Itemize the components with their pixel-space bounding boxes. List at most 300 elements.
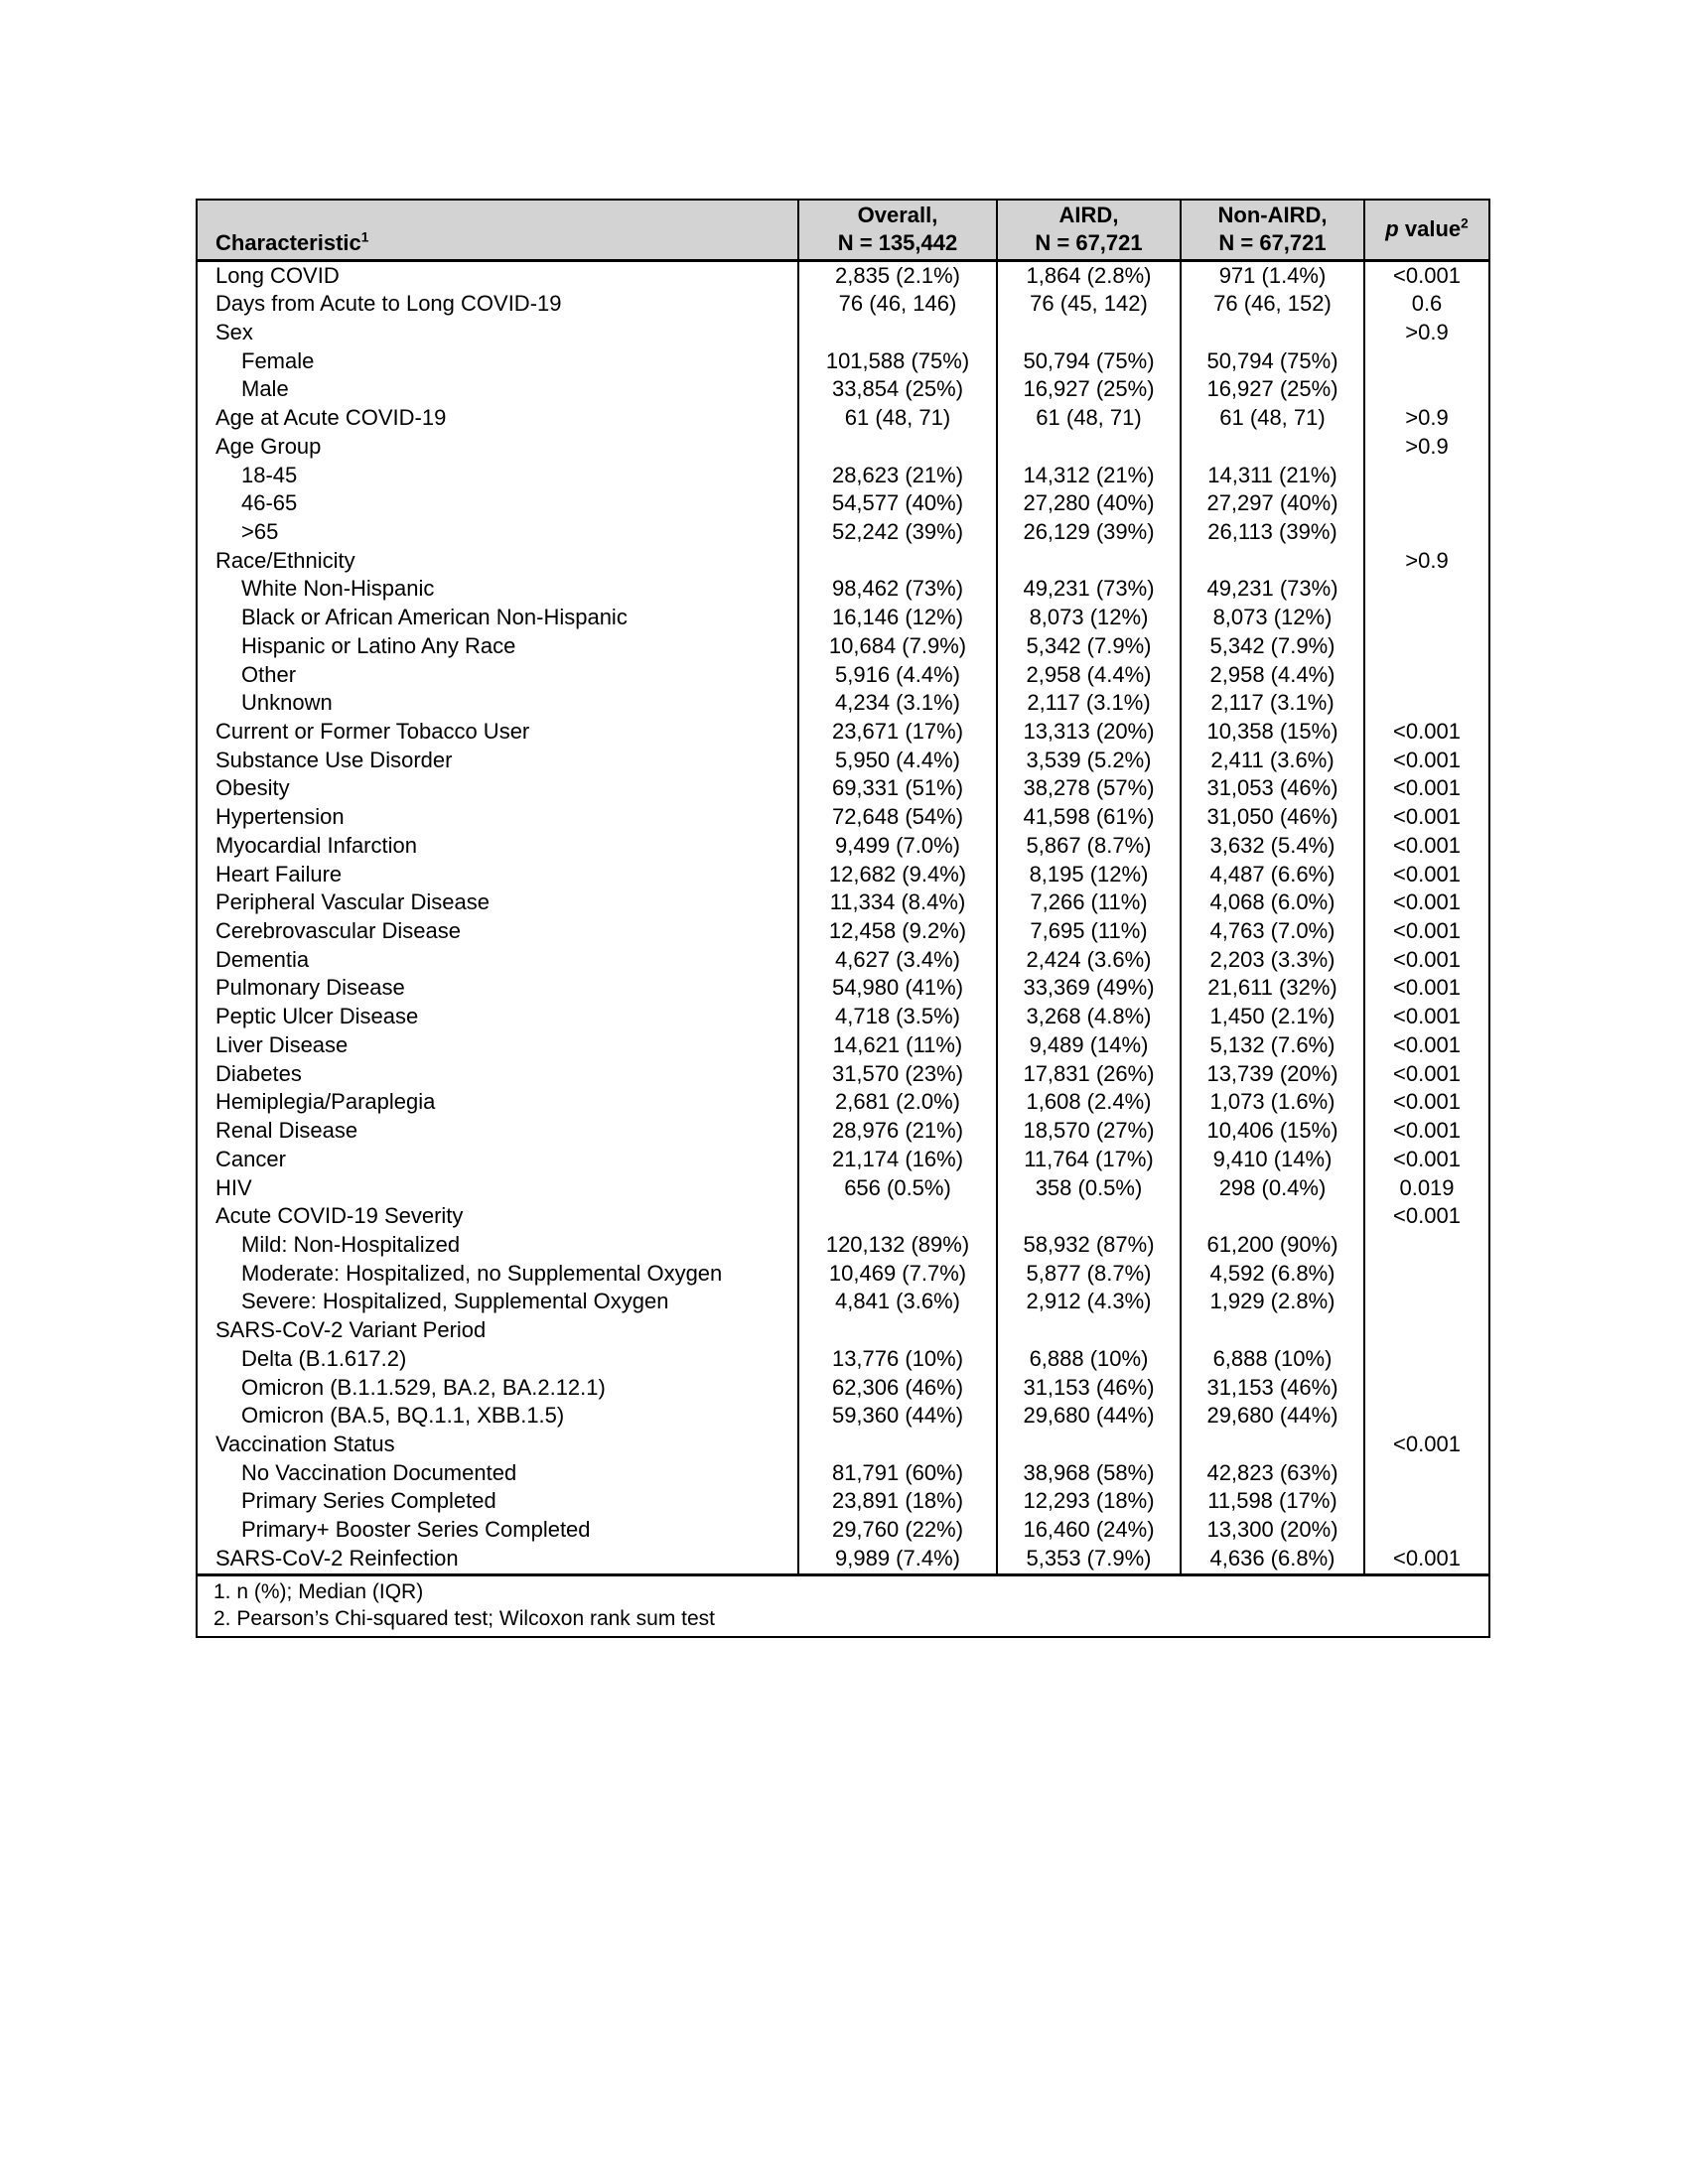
characteristic-cell: Peripheral Vascular Disease [215, 889, 490, 915]
aird-cell: 2,424 (3.6%) [997, 946, 1181, 975]
p-value-cell: >0.9 [1364, 319, 1489, 347]
characteristic-cell: Cancer [215, 1146, 286, 1171]
overall-cell: 52,242 (39%) [798, 518, 997, 547]
characteristic-cell: Cerebrovascular Disease [215, 918, 461, 944]
p-value-cell: <0.001 [1364, 803, 1489, 832]
characteristic-cell: Hispanic or Latino Any Race [241, 632, 516, 658]
characteristic-cell: SARS-CoV-2 Reinfection [215, 1545, 459, 1570]
characteristic-cell: Unknown [241, 690, 333, 716]
aird-cell [997, 319, 1181, 347]
p-value-cell [1364, 575, 1489, 604]
table-row [197, 1117, 1489, 1146]
table-header [197, 200, 1489, 260]
table-row [197, 260, 1489, 290]
aird-cell: 14,312 (21%) [997, 462, 1181, 490]
table-row [197, 1345, 1489, 1374]
overall-cell: 5,916 (4.4%) [798, 661, 997, 690]
overall-cell: 4,718 (3.5%) [798, 1003, 997, 1031]
header-p-superscript: 2 [1461, 215, 1469, 231]
aird-cell: 358 (0.5%) [997, 1174, 1181, 1203]
overall-cell: 9,499 (7.0%) [798, 832, 997, 861]
non-aird-cell: 3,632 (5.4%) [1181, 832, 1364, 861]
overall-cell [798, 1202, 997, 1231]
aird-cell: 12,293 (18%) [997, 1487, 1181, 1516]
table-row [197, 575, 1489, 604]
table-row [197, 1174, 1489, 1203]
table-row [197, 774, 1489, 803]
non-aird-cell: 29,680 (44%) [1181, 1402, 1364, 1431]
table-row [197, 632, 1489, 661]
p-value-cell: <0.001 [1364, 1545, 1489, 1574]
overall-cell [798, 433, 997, 462]
table-row [197, 974, 1489, 1003]
p-value-cell [1364, 661, 1489, 690]
overall-cell: 23,671 (17%) [798, 718, 997, 747]
non-aird-cell: 2,117 (3.1%) [1181, 689, 1364, 718]
characteristic-cell: Moderate: Hospitalized, no Supplemental Oxygen [241, 1260, 723, 1286]
characteristic-cell: Dementia [215, 946, 310, 972]
p-value-cell [1364, 347, 1489, 376]
header-aird [997, 200, 1181, 260]
non-aird-cell: 1,073 (1.6%) [1181, 1088, 1364, 1117]
aird-cell: 1,864 (2.8%) [997, 260, 1181, 290]
p-value-cell [1364, 375, 1489, 404]
overall-cell: 62,306 (46%) [798, 1374, 997, 1403]
p-value-cell: >0.9 [1364, 404, 1489, 433]
characteristic-cell: >65 [241, 518, 279, 544]
table-row [197, 604, 1489, 632]
non-aird-cell: 42,823 (63%) [1181, 1459, 1364, 1488]
header-characteristic-label: Characteristic [215, 229, 361, 255]
non-aird-cell: 4,592 (6.8%) [1181, 1260, 1364, 1289]
non-aird-cell: 8,073 (12%) [1181, 604, 1364, 632]
non-aird-cell [1181, 433, 1364, 462]
characteristic-cell: 18-45 [241, 462, 298, 487]
characteristic-cell: HIV [215, 1174, 252, 1200]
non-aird-cell: 13,739 (20%) [1181, 1060, 1364, 1089]
header-characteristic-superscript: 1 [360, 229, 369, 245]
non-aird-cell: 5,342 (7.9%) [1181, 632, 1364, 661]
overall-cell: 656 (0.5%) [798, 1174, 997, 1203]
aird-cell: 26,129 (39%) [997, 518, 1181, 547]
table-row [197, 661, 1489, 690]
non-aird-cell: 5,132 (7.6%) [1181, 1031, 1364, 1060]
table-row [197, 1545, 1489, 1574]
p-value-cell: <0.001 [1364, 260, 1489, 290]
table-row [197, 1487, 1489, 1516]
characteristic-cell: Female [241, 347, 315, 373]
characteristic-cell: Pulmonary Disease [215, 975, 405, 1001]
non-aird-cell: 6,888 (10%) [1181, 1345, 1364, 1374]
aird-cell: 6,888 (10%) [997, 1345, 1181, 1374]
header-non-aird-line2: N = 67,721 [1218, 230, 1327, 256]
p-value-cell [1364, 1288, 1489, 1316]
table-row [197, 1003, 1489, 1031]
overall-cell: 59,360 (44%) [798, 1402, 997, 1431]
table-row [197, 1202, 1489, 1231]
aird-cell: 58,932 (87%) [997, 1231, 1181, 1260]
footnote-row [197, 1574, 1489, 1637]
characteristic-cell: Omicron (BA.5, BQ.1.1, XBB.1.5) [241, 1403, 565, 1429]
non-aird-cell: 2,958 (4.4%) [1181, 661, 1364, 690]
aird-cell: 7,266 (11%) [997, 888, 1181, 917]
aird-cell: 5,877 (8.7%) [997, 1260, 1181, 1289]
p-value-cell: <0.001 [1364, 1088, 1489, 1117]
aird-cell: 18,570 (27%) [997, 1117, 1181, 1146]
non-aird-cell: 298 (0.4%) [1181, 1174, 1364, 1203]
p-value-cell: 0.6 [1364, 290, 1489, 319]
aird-cell: 50,794 (75%) [997, 347, 1181, 376]
aird-cell: 2,117 (3.1%) [997, 689, 1181, 718]
p-value-cell [1364, 1260, 1489, 1289]
table-row [197, 1316, 1489, 1345]
aird-cell [997, 1431, 1181, 1459]
overall-cell: 9,989 (7.4%) [798, 1545, 997, 1574]
table-row [197, 861, 1489, 889]
characteristic-cell: Severe: Hospitalized, Supplemental Oxygen [241, 1289, 669, 1314]
p-value-cell: <0.001 [1364, 1431, 1489, 1459]
non-aird-cell: 10,358 (15%) [1181, 718, 1364, 747]
characteristic-cell: Hemiplegia/Paraplegia [215, 1089, 436, 1115]
p-value-cell [1364, 604, 1489, 632]
p-value-cell [1364, 1374, 1489, 1403]
overall-cell: 21,174 (16%) [798, 1146, 997, 1174]
overall-cell: 2,835 (2.1%) [798, 260, 997, 290]
p-value-cell [1364, 518, 1489, 547]
non-aird-cell: 21,611 (32%) [1181, 974, 1364, 1003]
overall-cell: 10,469 (7.7%) [798, 1260, 997, 1289]
table-row [197, 1031, 1489, 1060]
p-value-cell [1364, 1459, 1489, 1488]
p-value-cell: <0.001 [1364, 1117, 1489, 1146]
table-row [197, 290, 1489, 319]
characteristic-cell: Hypertension [215, 804, 345, 830]
p-value-cell [1364, 1487, 1489, 1516]
aird-cell: 31,153 (46%) [997, 1374, 1181, 1403]
p-value-cell: <0.001 [1364, 946, 1489, 975]
header-p-value [1364, 200, 1489, 260]
overall-cell: 23,891 (18%) [798, 1487, 997, 1516]
overall-cell [798, 319, 997, 347]
p-value-cell: <0.001 [1364, 974, 1489, 1003]
overall-cell: 72,648 (54%) [798, 803, 997, 832]
non-aird-cell [1181, 1316, 1364, 1345]
characteristic-cell: Days from Acute to Long COVID-19 [215, 291, 562, 317]
aird-cell [997, 1202, 1181, 1231]
overall-cell: 98,462 (73%) [798, 575, 997, 604]
p-value-cell [1364, 1516, 1489, 1545]
table-row [197, 803, 1489, 832]
overall-cell: 13,776 (10%) [798, 1345, 997, 1374]
characteristic-cell: White Non-Hispanic [241, 576, 435, 602]
table-row [197, 1088, 1489, 1117]
table-row [197, 1146, 1489, 1174]
overall-cell: 12,682 (9.4%) [798, 861, 997, 889]
aird-cell [997, 433, 1181, 462]
non-aird-cell: 13,300 (20%) [1181, 1516, 1364, 1545]
table-row [197, 375, 1489, 404]
overall-cell: 16,146 (12%) [798, 604, 997, 632]
p-value-cell [1364, 1345, 1489, 1374]
p-value-cell: <0.001 [1364, 1146, 1489, 1174]
p-value-cell [1364, 1231, 1489, 1260]
table-row [197, 689, 1489, 718]
characteristics-table [196, 199, 1490, 1638]
overall-cell: 2,681 (2.0%) [798, 1088, 997, 1117]
aird-cell: 1,608 (2.4%) [997, 1088, 1181, 1117]
characteristic-cell: Heart Failure [215, 861, 343, 887]
characteristic-cell: Omicron (B.1.1.529, BA.2, BA.2.12.1) [241, 1374, 606, 1400]
non-aird-cell: 50,794 (75%) [1181, 347, 1364, 376]
table-body [197, 260, 1489, 1574]
overall-cell [798, 1431, 997, 1459]
aird-cell [997, 1316, 1181, 1345]
non-aird-cell [1181, 1431, 1364, 1459]
aird-cell: 3,268 (4.8%) [997, 1003, 1181, 1031]
header-overall [798, 200, 997, 260]
p-value-cell [1364, 632, 1489, 661]
characteristic-cell: Diabetes [215, 1060, 302, 1086]
aird-cell: 8,195 (12%) [997, 861, 1181, 889]
characteristic-cell: Primary+ Booster Series Completed [241, 1517, 591, 1543]
aird-cell: 38,968 (58%) [997, 1459, 1181, 1488]
non-aird-cell: 1,929 (2.8%) [1181, 1288, 1364, 1316]
overall-cell: 69,331 (51%) [798, 774, 997, 803]
overall-cell: 33,854 (25%) [798, 375, 997, 404]
aird-cell: 3,539 (5.2%) [997, 747, 1181, 775]
table-row [197, 489, 1489, 518]
table-row [197, 547, 1489, 576]
overall-cell: 76 (46, 146) [798, 290, 997, 319]
characteristic-cell: Current or Former Tobacco User [215, 719, 530, 744]
non-aird-cell: 11,598 (17%) [1181, 1487, 1364, 1516]
overall-cell: 4,627 (3.4%) [798, 946, 997, 975]
table-row [197, 1431, 1489, 1459]
p-value-cell: <0.001 [1364, 1031, 1489, 1060]
table-row [197, 1231, 1489, 1260]
p-value-cell: <0.001 [1364, 917, 1489, 946]
overall-cell: 10,684 (7.9%) [798, 632, 997, 661]
table-row [197, 747, 1489, 775]
overall-cell: 28,623 (21%) [798, 462, 997, 490]
aird-cell: 2,958 (4.4%) [997, 661, 1181, 690]
non-aird-cell: 31,153 (46%) [1181, 1374, 1364, 1403]
p-value-cell: 0.019 [1364, 1174, 1489, 1203]
table-row [197, 888, 1489, 917]
table-row [197, 404, 1489, 433]
aird-cell: 5,353 (7.9%) [997, 1545, 1181, 1574]
p-value-cell: >0.9 [1364, 433, 1489, 462]
aird-cell: 5,342 (7.9%) [997, 632, 1181, 661]
aird-cell: 5,867 (8.7%) [997, 832, 1181, 861]
characteristic-cell: Race/Ethnicity [215, 547, 355, 573]
table-row [197, 518, 1489, 547]
aird-cell: 29,680 (44%) [997, 1402, 1181, 1431]
non-aird-cell: 14,311 (21%) [1181, 462, 1364, 490]
overall-cell: 5,950 (4.4%) [798, 747, 997, 775]
table-row [197, 946, 1489, 975]
non-aird-cell [1181, 547, 1364, 576]
p-value-cell [1364, 689, 1489, 718]
characteristic-cell: Myocardial Infarction [215, 832, 417, 858]
overall-cell: 4,841 (3.6%) [798, 1288, 997, 1316]
characteristic-cell: Male [241, 376, 289, 402]
non-aird-cell: 2,203 (3.3%) [1181, 946, 1364, 975]
non-aird-cell: 4,068 (6.0%) [1181, 888, 1364, 917]
overall-cell: 120,132 (89%) [798, 1231, 997, 1260]
aird-cell: 11,764 (17%) [997, 1146, 1181, 1174]
table-row [197, 319, 1489, 347]
overall-cell [798, 1316, 997, 1345]
aird-cell: 9,489 (14%) [997, 1031, 1181, 1060]
p-value-cell [1364, 489, 1489, 518]
aird-cell: 76 (45, 142) [997, 290, 1181, 319]
footnote-cell [197, 1574, 1489, 1637]
overall-cell: 28,976 (21%) [798, 1117, 997, 1146]
characteristic-cell: Liver Disease [215, 1031, 349, 1057]
overall-cell: 54,980 (41%) [798, 974, 997, 1003]
table-row [197, 1288, 1489, 1316]
non-aird-cell: 4,636 (6.8%) [1181, 1545, 1364, 1574]
aird-cell: 17,831 (26%) [997, 1060, 1181, 1089]
aird-cell: 33,369 (49%) [997, 974, 1181, 1003]
aird-cell: 16,927 (25%) [997, 375, 1181, 404]
aird-cell [997, 547, 1181, 576]
p-value-cell [1364, 1402, 1489, 1431]
overall-cell: 31,570 (23%) [798, 1060, 997, 1089]
characteristic-cell: No Vaccination Documented [241, 1459, 517, 1485]
table-row [197, 1459, 1489, 1488]
overall-cell: 29,760 (22%) [798, 1516, 997, 1545]
characteristic-cell: Delta (B.1.617.2) [241, 1345, 407, 1371]
characteristic-cell: Primary Series Completed [241, 1488, 496, 1514]
characteristic-cell: Sex [215, 319, 253, 344]
characteristic-cell: Age Group [215, 433, 322, 459]
aird-cell: 16,460 (24%) [997, 1516, 1181, 1545]
header-overall-line1: Overall, [857, 203, 938, 228]
aird-cell: 41,598 (61%) [997, 803, 1181, 832]
non-aird-cell: 61 (48, 71) [1181, 404, 1364, 433]
non-aird-cell: 4,487 (6.6%) [1181, 861, 1364, 889]
header-non-aird [1181, 200, 1364, 260]
non-aird-cell: 2,411 (3.6%) [1181, 747, 1364, 775]
table-row [197, 832, 1489, 861]
table-footer [197, 1574, 1489, 1637]
table-row [197, 1402, 1489, 1431]
overall-cell [798, 547, 997, 576]
characteristic-cell: 46-65 [241, 490, 298, 516]
overall-cell: 14,621 (11%) [798, 1031, 997, 1060]
characteristic-cell: Substance Use Disorder [215, 747, 453, 772]
p-value-cell: <0.001 [1364, 832, 1489, 861]
p-value-cell: <0.001 [1364, 1202, 1489, 1231]
p-value-cell: >0.9 [1364, 547, 1489, 576]
non-aird-cell: 9,410 (14%) [1181, 1146, 1364, 1174]
table-row [197, 718, 1489, 747]
characteristic-cell: Mild: Non-Hospitalized [241, 1231, 461, 1257]
overall-cell: 11,334 (8.4%) [798, 888, 997, 917]
p-value-cell: <0.001 [1364, 774, 1489, 803]
overall-cell: 54,577 (40%) [798, 489, 997, 518]
aird-cell: 49,231 (73%) [997, 575, 1181, 604]
table-row [197, 1060, 1489, 1089]
overall-cell: 101,588 (75%) [798, 347, 997, 376]
table-row [197, 433, 1489, 462]
header-characteristic [197, 200, 798, 260]
p-value-cell: <0.001 [1364, 747, 1489, 775]
non-aird-cell: 76 (46, 152) [1181, 290, 1364, 319]
non-aird-cell [1181, 1202, 1364, 1231]
overall-cell: 81,791 (60%) [798, 1459, 997, 1488]
characteristic-cell: Renal Disease [215, 1118, 358, 1144]
p-value-cell: <0.001 [1364, 1003, 1489, 1031]
aird-cell: 27,280 (40%) [997, 489, 1181, 518]
table-row [197, 347, 1489, 376]
non-aird-cell: 27,297 (40%) [1181, 489, 1364, 518]
aird-cell: 38,278 (57%) [997, 774, 1181, 803]
non-aird-cell: 49,231 (73%) [1181, 575, 1364, 604]
header-aird-line2: N = 67,721 [1035, 230, 1143, 256]
characteristic-cell: Long COVID [215, 262, 340, 288]
characteristic-cell: Other [241, 661, 297, 687]
header-overall-line2: N = 135,442 [837, 230, 958, 256]
table-row [197, 917, 1489, 946]
non-aird-cell: 31,050 (46%) [1181, 803, 1364, 832]
header-non-aird-line1: Non-AIRD, [1217, 203, 1328, 228]
characteristic-cell: Black or African American Non-Hispanic [241, 605, 628, 630]
p-value-cell: <0.001 [1364, 1060, 1489, 1089]
aird-cell: 13,313 (20%) [997, 718, 1181, 747]
p-value-cell: <0.001 [1364, 888, 1489, 917]
non-aird-cell: 31,053 (46%) [1181, 774, 1364, 803]
aird-cell: 61 (48, 71) [997, 404, 1181, 433]
overall-cell: 12,458 (9.2%) [798, 917, 997, 946]
non-aird-cell: 971 (1.4%) [1181, 260, 1364, 290]
footnote-1: 1. n (%); Median (IQR) [213, 1579, 424, 1603]
header-p-rest: value [1398, 216, 1462, 242]
non-aird-cell: 61,200 (90%) [1181, 1231, 1364, 1260]
non-aird-cell: 26,113 (39%) [1181, 518, 1364, 547]
non-aird-cell [1181, 319, 1364, 347]
table-row [197, 1374, 1489, 1403]
p-value-cell [1364, 462, 1489, 490]
aird-cell: 7,695 (11%) [997, 917, 1181, 946]
characteristic-cell: Age at Acute COVID-19 [215, 405, 447, 431]
non-aird-cell: 16,927 (25%) [1181, 375, 1364, 404]
non-aird-cell: 4,763 (7.0%) [1181, 917, 1364, 946]
characteristic-cell: SARS-CoV-2 Variant Period [215, 1317, 487, 1343]
non-aird-cell: 10,406 (15%) [1181, 1117, 1364, 1146]
table-row [197, 1516, 1489, 1545]
header-p-italic: p [1385, 216, 1399, 242]
table-row [197, 462, 1489, 490]
characteristic-cell: Peptic Ulcer Disease [215, 1004, 419, 1029]
p-value-cell [1364, 1316, 1489, 1345]
non-aird-cell: 1,450 (2.1%) [1181, 1003, 1364, 1031]
p-value-cell: <0.001 [1364, 718, 1489, 747]
footnote-2: 2. Pearson’s Chi-squared test; Wilcoxon rank sum test [213, 1606, 715, 1630]
characteristic-cell: Acute COVID-19 Severity [215, 1203, 464, 1229]
table-row [197, 1260, 1489, 1289]
overall-cell: 4,234 (3.1%) [798, 689, 997, 718]
characteristic-cell: Obesity [215, 775, 290, 801]
p-value-cell: <0.001 [1364, 861, 1489, 889]
header-row [197, 200, 1489, 260]
header-aird-line1: AIRD, [1058, 203, 1119, 228]
aird-cell: 8,073 (12%) [997, 604, 1181, 632]
overall-cell: 61 (48, 71) [798, 404, 997, 433]
aird-cell: 2,912 (4.3%) [997, 1288, 1181, 1316]
